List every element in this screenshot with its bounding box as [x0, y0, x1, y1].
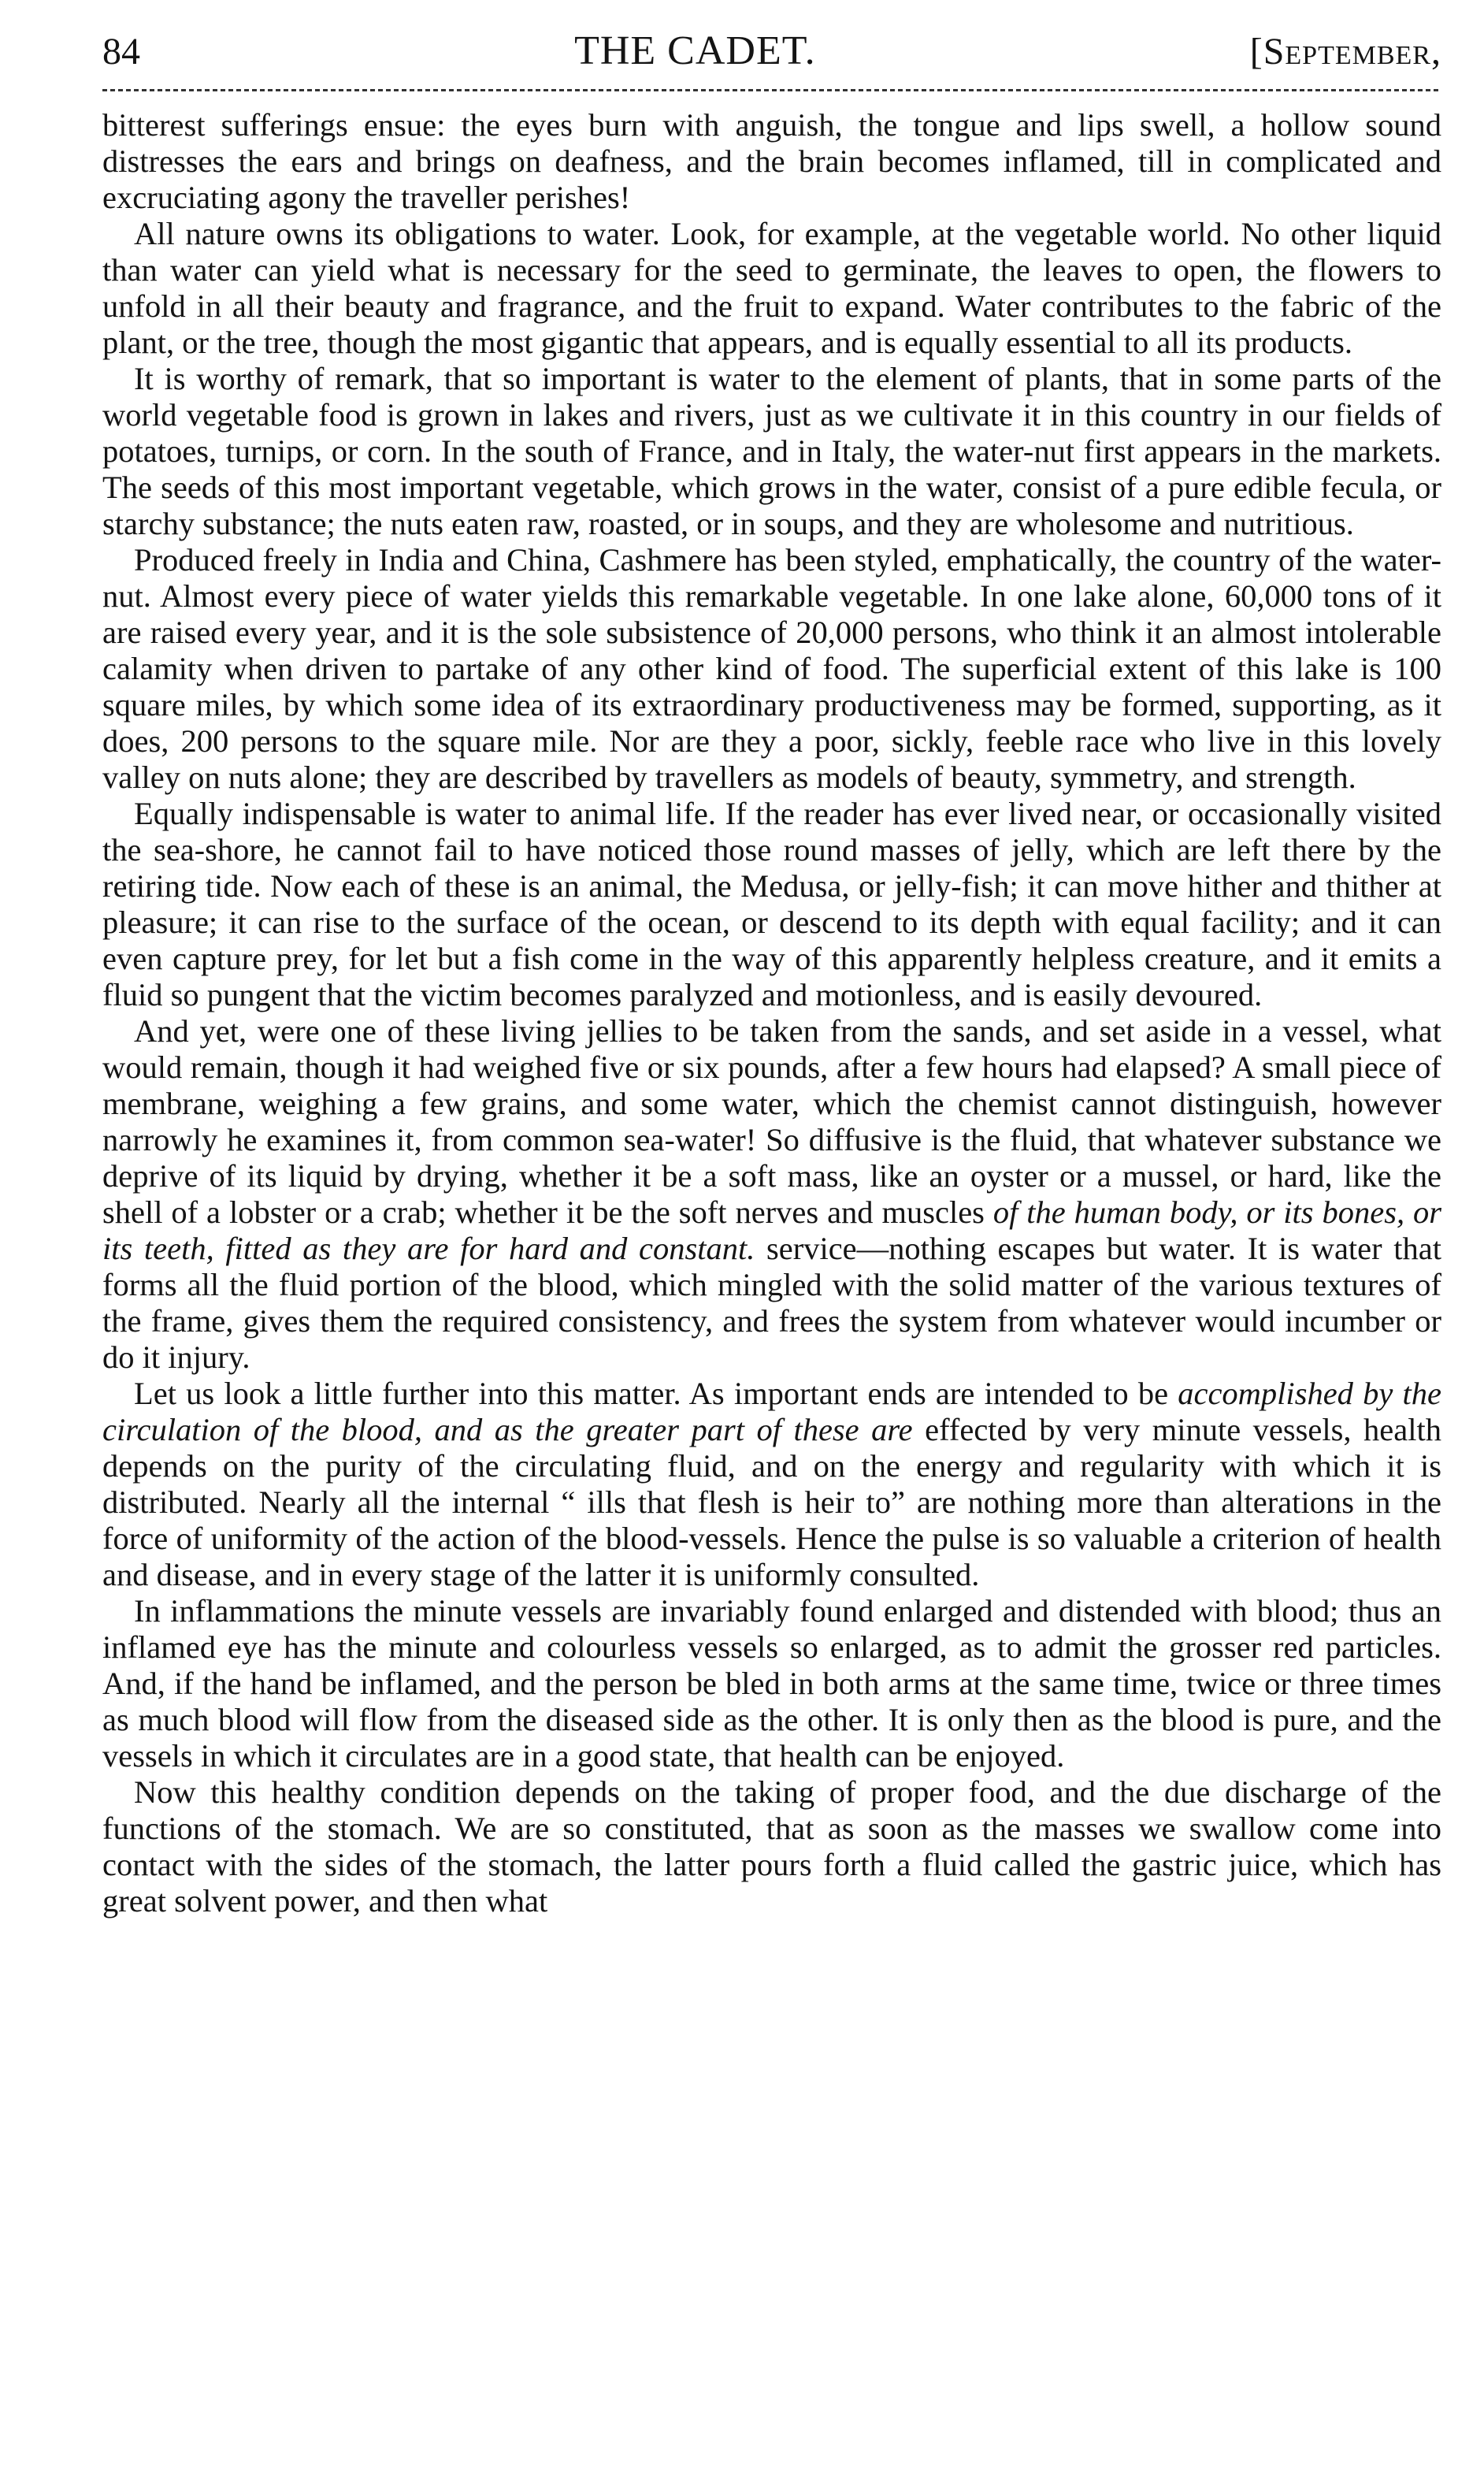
paragraph-6-text-a: And yet, were one of these living jellies to be taken from the sands, and set aside in a vessel, what would remain, though it had weighed five or six pounds, after a few hours had elapsed? A small piece of membrane, weighing a few grains, and some water, which the chemist cannot distinguish, however narrowly he examines it, from common sea-water! So diffusive is the fluid, that whatever substance we deprive of its liquid by drying, whether it be a soft mass, like an oyster or a mussel, or hard, like the shell of a lobster or a crab; whether it be the soft nerves and muscles: [102, 1013, 1441, 1230]
paragraph-6-italic: of the human body, or its bones, or its teeth, fitted as they are for hard and constant.: [102, 1194, 1442, 1266]
paragraph-7-text-a: Let us look a little further into this matter. As important ends are intended to be: [134, 1376, 1178, 1411]
paragraph-8: In inflammations the minute vessels are invariably found enlarged and distended with blood; thus an inflamed eye has the minute and colourless vessels so enlarged, as to admit the grosser red particles. And, if the hand be inflamed, and the person be bled in both arms at the same time, twice or three times as much blood will flow from the diseased side as the other. It is only then as the blood is pure, and the vessels in which it circulates are in a good state, that health can be enjoyed.: [102, 1593, 1441, 1774]
paragraph-7-italic: accomplished by the circulation of the blood, and as the greater part of these are: [102, 1376, 1441, 1447]
paragraph-6-text-b: service—nothing escapes but water. It is water that forms all the fluid portion of the blood, which mingled with the solid matter of the various textures of the frame, gives them the required consistency, and frees the system from whatever would incumber or do it injury.: [102, 1231, 1441, 1375]
article-body: [102, 107, 1441, 1919]
header-rule: [102, 87, 1441, 93]
page-number: 84: [102, 31, 140, 72]
paragraph-4: Produced freely in India and China, Cashmere has been styled, emphatically, the country of the water-nut. Almost every piece of water yields this remarkable vegetable. In one lake alone, 60,000 tons of it are raised every year, and it is the sole subsistence of 20,000 persons, who think it an almost intolerable calamity when driven to partake of any other kind of food. The superficial extent of this lake is 100 square miles, by which some idea of its extraordinary productiveness may be formed, supporting, as it does, 200 persons to the square mile. Nor are they a poor, sickly, feeble race who live in this lovely valley on nuts alone; they are described by travellers as models of beauty, symmetry, and strength.: [102, 542, 1441, 795]
paragraph-7-text-b: effected by very minute vessels, health depends on the purity of the circulating fluid, and on the energy and regularity with which it is distributed. Nearly all the internal “ ills that flesh is heir to” are nothing more than alterations in the force of uniformity of the action of the blood-vessels. Hence the pulse is so valuable a criterion of health and disease, and in every stage of the latter it is uniformly consulted.: [102, 1412, 1441, 1592]
paragraph-7: [102, 1376, 1441, 1593]
issue-month: [September,: [1249, 31, 1441, 72]
running-head: [102, 24, 1441, 79]
paragraph-1: bitterest sufferings ensue: the eyes burn with anguish, the tongue and lips swell, a hollow sound distresses the ears and brings on deafness, and the brain becomes inflamed, till in complicated and excruciating agony the traveller perishes!: [102, 107, 1441, 215]
paragraph-5: Equally indispensable is water to animal life. If the reader has ever lived near, or occasionally visited the sea-shore, he cannot fail to have noticed those round masses of jelly, which are left there by the retiring tide. Now each of these is an animal, the Medusa, or jelly-fish; it can move hither and thither at pleasure; it can rise to the surface of the ocean, or descend to its depth with equal facility; and it can even capture prey, for let but a fish come in the way of this apparently helpless creature, and it emits a fluid so pungent that the victim becomes paralyzed and motionless, and is easily devoured.: [102, 796, 1441, 1012]
paragraph-6: [102, 1013, 1441, 1376]
journal-title: THE CADET.: [574, 28, 816, 73]
paragraph-3: It is worthy of remark, that so important is water to the element of plants, that in some parts of the world vegetable food is grown in lakes and rivers, just as we cultivate it in this country in our fields of potatoes, turnips, or corn. In the south of France, and in Italy, the water-nut first appears in the markets. The seeds of this most important vegetable, which grows in the water, consist of a pure edible fecula, or starchy substance; the nuts eaten raw, roasted, or in soups, and they are wholesome and nutritious.: [102, 361, 1441, 541]
paragraph-9: Now this healthy condition depends on the taking of proper food, and the due discharge of the functions of the stomach. We are so constituted, that as soon as the masses we swallow come into contact with the sides of the stomach, the latter pours forth a fluid called the gastric juice, which has great solvent power, and then what: [102, 1774, 1441, 1919]
page: [102, 24, 1441, 1919]
paragraph-2: All nature owns its obligations to water. Look, for example, at the vegetable world. No other liquid than water can yield what is necessary for the seed to germinate, the leaves to open, the flowers to unfold in all their beauty and fragrance, and the fruit to expand. Water contributes to the fabric of the plant, or the tree, though the most gigantic that appears, and is equally essential to all its products.: [102, 216, 1441, 360]
